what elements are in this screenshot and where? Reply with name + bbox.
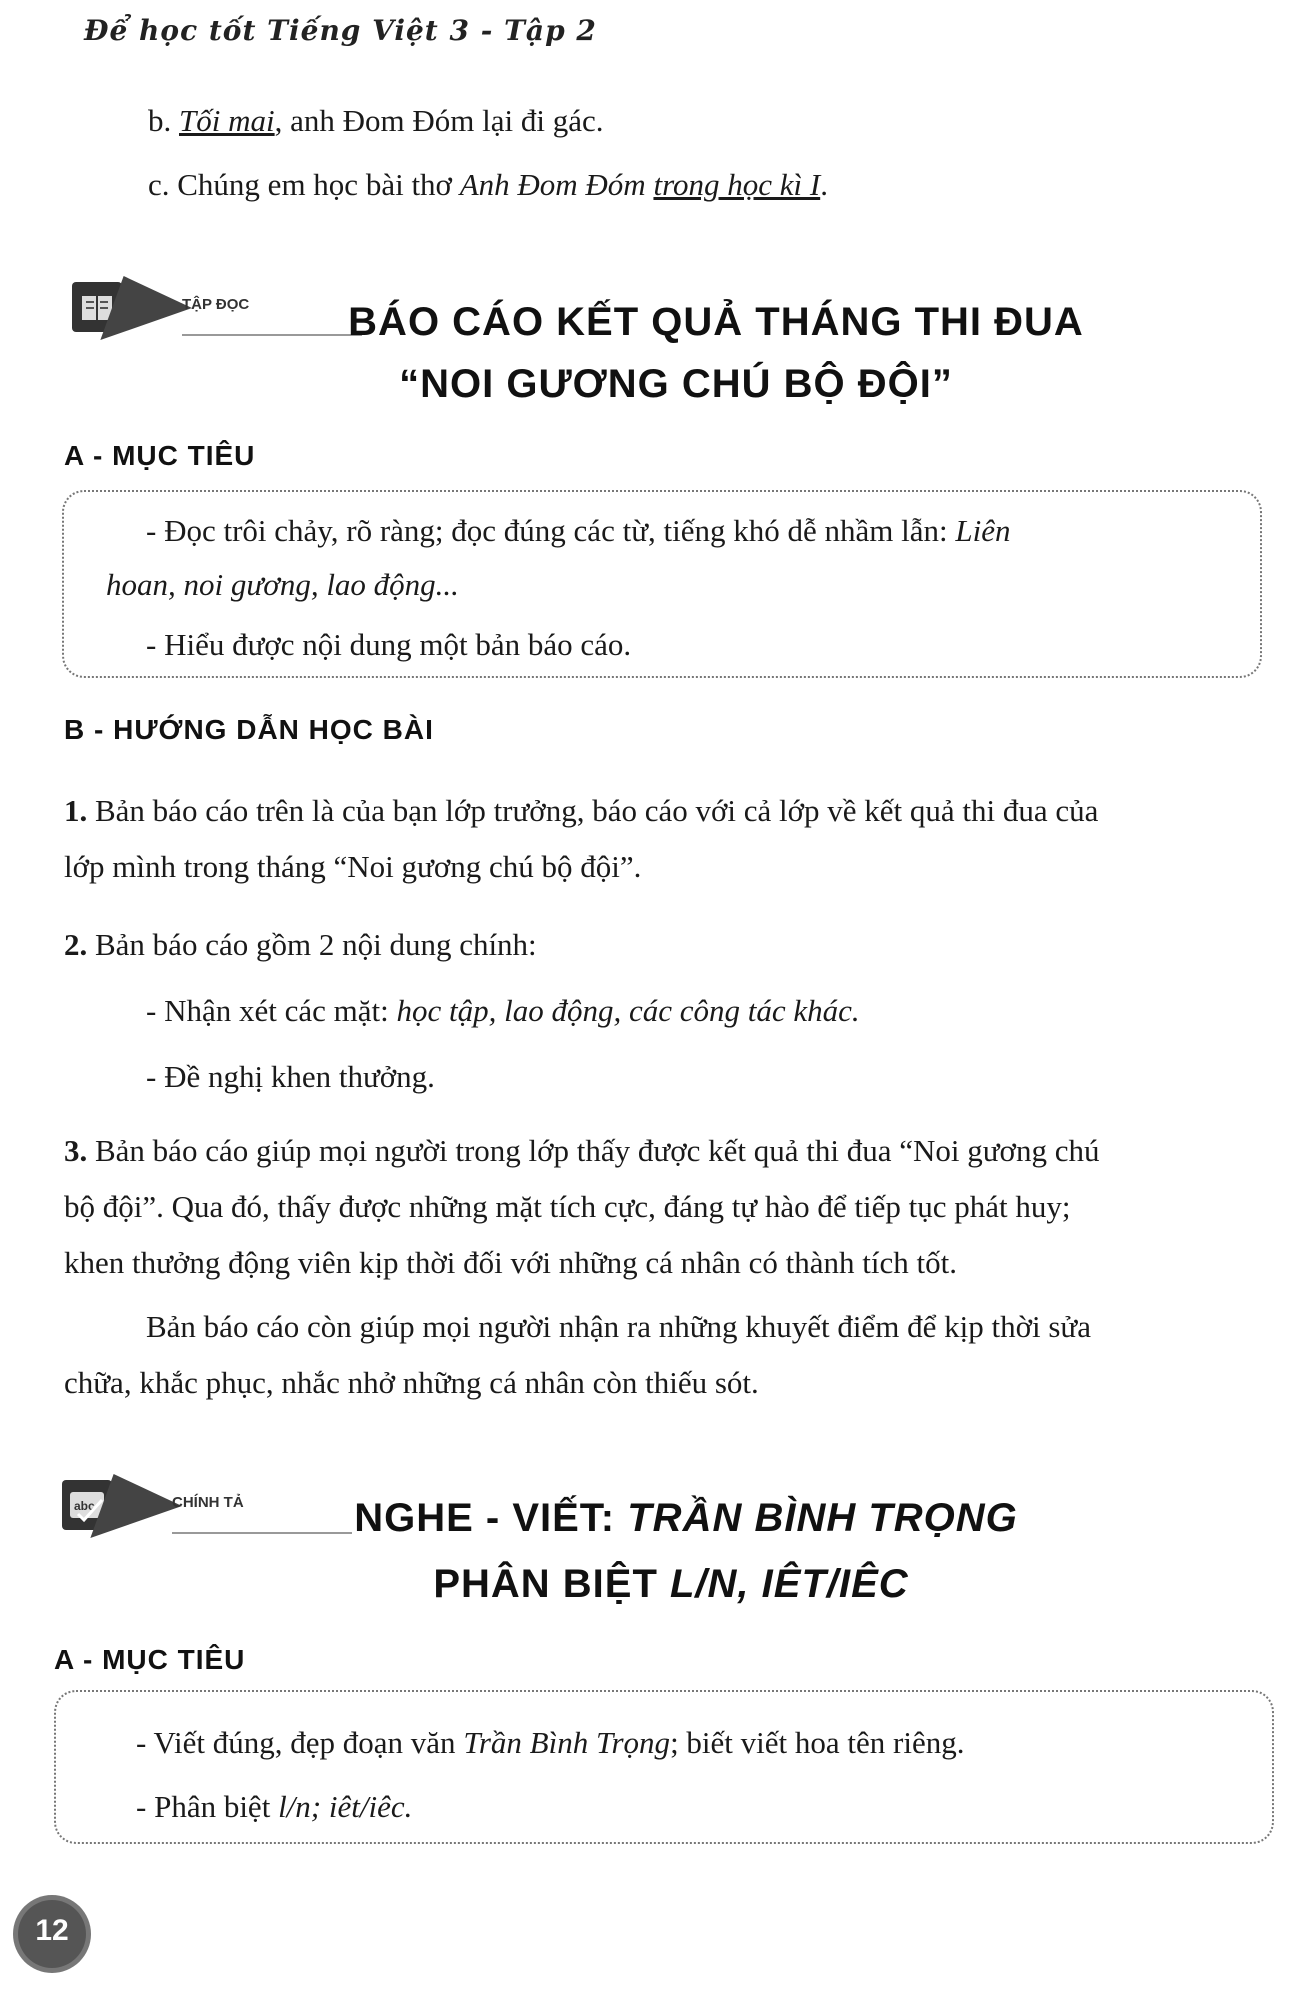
objectives-heading-2: A - MỤC TIÊU [54,1644,246,1675]
guide-heading: B - HƯỚNG DẪN HỌC BÀI [64,714,434,745]
example-c: c. Chúng em học bài thơ Anh Đom Đóm trong học kì I. [148,167,828,202]
objective2-2: - Phân biệt l/n; iêt/iêc. [136,1789,413,1824]
objective-1-cont: hoan, noi gương, lao động... [106,567,459,602]
underlined-phrase: Tối mai [179,103,275,138]
answer-2-item-2: - Đề nghị khen thưởng. [146,1059,435,1094]
answer-2: 2. Bản báo cáo gồm 2 nội dung chính: [64,927,537,962]
example-b: b. Tối mai, anh Đom Đóm lại đi gác. [148,103,604,138]
answer-2-item-1: - Nhận xét các mặt: học tập, lao động, các công tác khác. [146,993,860,1028]
objectives-heading: A - MỤC TIÊU [64,440,256,471]
section2-title-line2: PHÂN BIỆT L/N, IÊT/IÊC [433,1562,909,1606]
section-title: BÁO CÁO KẾT QUẢ THÁNG THI ĐUA [348,300,1084,344]
running-header: Để học tốt Tiếng Việt 3 - Tập 2 [84,14,597,47]
answer-3: 3. Bản báo cáo giúp mọi người trong lớp thấy được kết quả thi đua “Noi gương chú [64,1133,1100,1168]
answer-3-line2: bộ đội”. Qua đó, thấy được những mặt tích cực, đáng tự hào để tiếp tục phát huy; [64,1189,1071,1224]
answer-3-para2: Bản báo cáo còn giúp mọi người nhận ra những khuyết điểm để kịp thời sửa [146,1309,1091,1344]
answer-3-para2-line2: chữa, khắc phục, nhắc nhở những cá nhân còn thiếu sót. [64,1365,759,1400]
objective-2: - Hiểu được nội dung một bản báo cáo. [146,627,632,662]
answer-1: 1. Bản báo cáo trên là của bạn lớp trưởng, báo cáo với cả lớp về kết quả thi đua của [64,793,1099,828]
answer-1-cont: lớp mình trong tháng “Noi gương chú bộ đội”. [64,849,642,884]
section-tag-label: TẬP ĐỌC [182,296,250,313]
objective2-1: - Viết đúng, đẹp đoạn văn Trần Bình Trọng; biết viết hoa tên riêng. [136,1725,965,1760]
page-number: 12 [35,1914,69,1947]
svg-text:abc: abc [74,1499,95,1513]
section2-title: NGHE - VIẾT: TRẦN BÌNH TRỌNG [354,1496,1018,1540]
section-tag-label: CHÍNH TẢ [172,1494,244,1511]
page-number-badge [18,1900,86,1968]
section-title-line2: “NOI GƯƠNG CHÚ BỘ ĐỘI” [399,362,953,406]
answer-3-line3: khen thưởng động viên kịp thời đối với những cá nhân có thành tích tốt. [64,1245,957,1280]
underlined-phrase: trong học kì I [653,167,821,202]
objective-1: - Đọc trôi chảy, rõ ràng; đọc đúng các từ, tiếng khó dễ nhầm lẫn: Liên [146,513,1011,548]
